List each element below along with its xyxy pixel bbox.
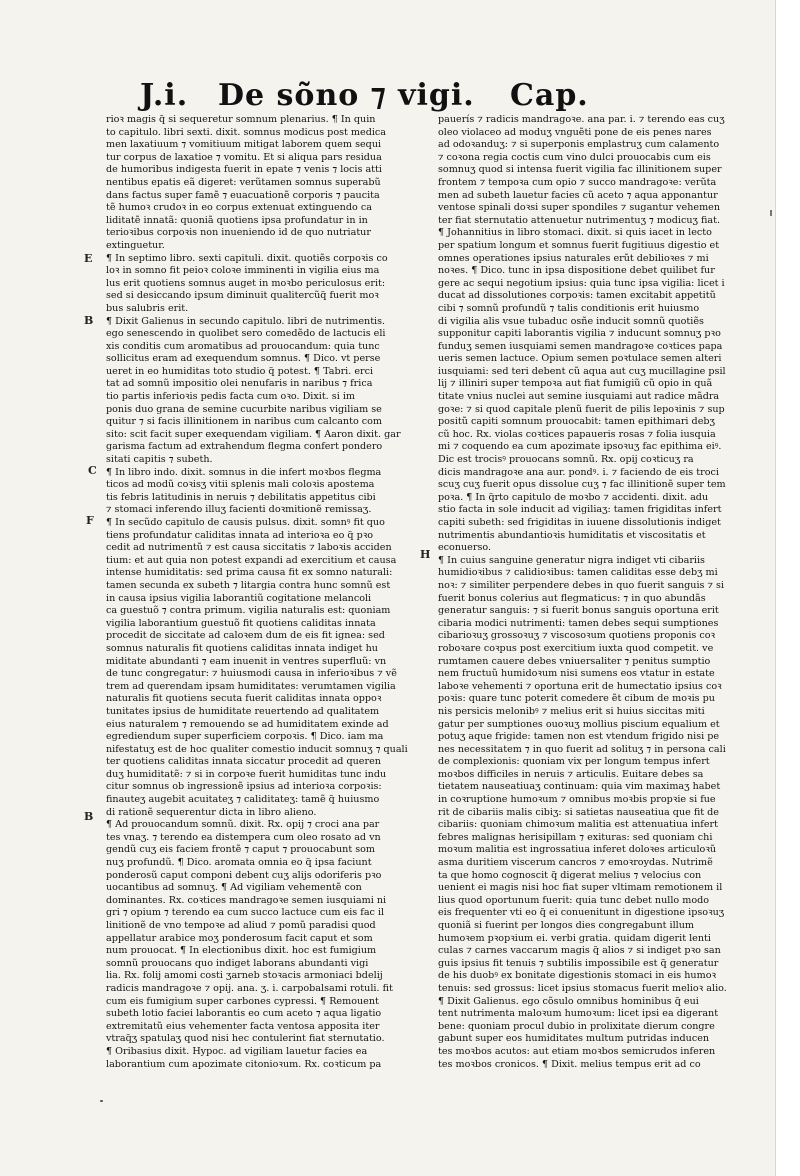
text-line: cum eis fumigium super carbones cypressi. ¶ Remouent [106, 995, 379, 1007]
text-line: oleo violaceo ad moduʒ vnguẽti pone de eis penes nares [438, 126, 712, 138]
text-line: dicis mandragoꝛe ana aur. pondꝰ. i. ⁊ faciendo de eis troci [438, 466, 719, 478]
text-line: lij ⁊ illiniri super tempoꝛa aut fiat fumigiũ cũ opio in quã [438, 378, 713, 390]
text-line: tes moꝛbos acutos: aut etiam moꝛbos semicrudos inferen [438, 1045, 716, 1057]
text-line: nis persicis melonibꝰ ⁊ melius erit si huius siccitas miti [438, 705, 705, 717]
text-line: generatur sanguis: ⁊ si fuerit bonus sanguis oportuna erit [438, 605, 719, 617]
margin-letter-b-second: B [84, 810, 94, 823]
text-line: goꝛe: ⁊ si quod capitale plenũ fuerit de pilis lepoꝛinis ⁊ sup [438, 403, 725, 415]
text-line: nuʒ profundũ. ¶ Dico. aromata omnia eo q̃ ipsa faciunt [106, 857, 372, 869]
text-line: extinguetur. [106, 239, 165, 251]
text-line: gabunt super eos humiditates multum putridas inducen [438, 1033, 710, 1045]
text-line: mi ⁊ coquendo ea cum apozimate ipsoꝛuʒ fac epithima eiꝰ. [438, 441, 722, 453]
text-line: finauteʒ augebit acuitateʒ ⁊ caliditateʒ: tamẽ q̃ huiusmo [106, 794, 380, 806]
text-line: ¶ In septimo libro. sexti capituli. dixit. quotiẽs corpoꝛis co [106, 252, 388, 264]
text-line: lius quod oportunum fuerit: quia tunc debet nullo modo [438, 894, 710, 906]
text-line: roboꝛare coꝛpus post exercitium iuxta quod competit. ve [438, 642, 714, 654]
text-line: nem fructuũ humidoꝛum nisi sumens eos vtatur in estate [438, 668, 715, 680]
text-line: quitur ⁊ si facis illinitionem in naribus cum calcanto com [106, 416, 383, 428]
margin-letter-c: C [88, 464, 97, 477]
text-line: de complexionis: quoniam vix per longum tempus infert [438, 756, 710, 768]
text-line: ponderosũ caput componi debent cuʒ alijs odoriferis pꝛo [106, 869, 382, 881]
text-line: cibariis: quoniam chimoꝛum malitia est attenuatiua infert [438, 819, 718, 831]
text-line: pauerís ⁊ radicis mandragoꝛe. ana par. i. ⁊ terendo eas cuʒ [438, 114, 725, 125]
text-line: nes necessitatem ⁊ in quo fuerit ad solituʒ ⁊ in persona cali [438, 743, 726, 755]
text-line: ¶ Johannitius in libro stomaci. dixit. si quis iacet in lecto [438, 227, 712, 239]
page-margin [775, 0, 800, 1176]
text-line: nutrimentis abundantioꝛis humiditatis et viscositatis et [438, 529, 706, 541]
text-line: cedit ad nutrimentũ ⁊ est causa siccitatis ⁊ laboꝛis acciden [106, 542, 392, 554]
text-line: guis ipsius fit tenuis ⁊ subtilis impossibile est q̃ generatur [438, 957, 719, 969]
text-line: noꝛ: ⁊ similiter perpendere debes in quo fuerit sanguis ⁊ si [438, 579, 725, 591]
text-line: ueris semen lactuce. Opium semen poꝛtulace semen alteri [438, 353, 722, 365]
text-line: bene: quoniam procul dubio in prolixitate dierum congre [438, 1020, 715, 1032]
text-line: ter fiat sternutatio attenuetur nutrimentuʒ ⁊ modicuʒ fiat. [438, 214, 720, 226]
text-line: tium: et aut quia non potest expandi ad exercitium et causa [106, 554, 397, 566]
text-line: potuʒ aque frigide: tamen non est vtendum frigido nisi pe [438, 731, 720, 743]
text-line: uenient ei magis nisi hoc fiat super vltimam remotionem il [438, 882, 723, 894]
text-line: loꝛ in somno fit peioꝛ coloꝛe imminenti in vigilia eius ma [106, 265, 380, 277]
text-line: frontem ⁊ tempoꝛa cum opio ⁊ succo mandragoꝛe: verũta [438, 176, 717, 188]
text-line: per spatium longum et somnus fuerit fugitiuus digestio et [438, 239, 720, 251]
text-line: culas ⁊ carnes vaccarum magis q̃ alios ⁊ si indiget pꝛo san [438, 945, 721, 957]
text-line: scuʒ cuʒ fuerit opus dissolue cuʒ ⁊ fac illinitionẽ super tem [438, 479, 726, 491]
text-line: rit de cibariis malis cibiʒ: si satietas nauseatiua que fit de [438, 806, 719, 818]
text-line: intense humiditatis: sed prima causa fit ex somno naturali: [106, 567, 393, 579]
text-line: citur somnus ob ingressionẽ ipsius ad interioꝛa corpoꝛis: [106, 781, 382, 793]
text-line: ⁊ coꝛona regia coctis cum vino dulci prouocabis cum eis [438, 151, 711, 163]
text-line: tur corpus de laxatioe ⁊ vomitu. Et si aliqua pars residua [106, 151, 382, 163]
text-line: econuerso. [438, 542, 492, 554]
text-line: men laxatiuum ⁊ vomitiuum mitigat laborem quem sequi [106, 139, 382, 151]
text-line: egrediendum super superficiem corpoꝛis. ¶ Dico. iam ma [106, 731, 384, 743]
text-line: cũ hoc. Rx. violas coꝛtices papaueris rosas ⁊ folia iusquia [438, 428, 716, 440]
margin-letter-h: H [420, 548, 431, 561]
text-line: sito: scit facit super exequendam vigiliam. ¶ Aaron dixit. gar [106, 428, 401, 440]
text-line: tamen secunda ex subeth ⁊ litargia contra hunc somnũ est [106, 579, 391, 591]
text-line: men ad subeth lauetur facies cũ aceto ⁊ aqua apponantur [438, 189, 718, 201]
text-line: gendũ cuʒ eis faciem frontẽ ⁊ caput ⁊ prouocabunt som [106, 844, 376, 856]
text-line: ter quotiens caliditas innata siccatur procedit ad queren [106, 756, 381, 768]
text-line: subeth lotio faciei laborantis eo cum aceto ⁊ aqua ligatio [106, 1008, 382, 1020]
text-line: dominantes. Rx. coꝛtices mandragoꝛe semen iusquiami ni [106, 894, 387, 906]
text-line: linitionẽ de vno tempoꝛe ad aliud ⁊ pomũ paradisi quod [106, 920, 376, 931]
running-head-title: De sõno ⁊ vigi. [218, 78, 475, 113]
text-line: laboꝛe vehementi ⁊ oportuna erit de humectatio ipsius coꝛ [438, 680, 722, 692]
text-line: radicis mandragoꝛe ⁊ opij. ana. ʒ. i. carpobalsami rotuli. fit [106, 982, 393, 994]
text-line: ventose spinali doꝛsi super spondiles ⁊ sugantur vehemen [438, 202, 721, 214]
text-line: nifestatuʒ est de hoc qualiter comestio inducit somnuʒ ⁊ quali [106, 743, 408, 755]
text-line: tent nutrimenta maloꝛum humoꝛum: licet ipsi ea digerant [438, 1008, 719, 1020]
text-line: Dic est trocisꝰ prouocans somnũ. Rx. opij coꝛticuʒ ra [438, 454, 694, 466]
text-line: tunitates ipsius de humiditate reuertendo ad qualitatem [106, 705, 380, 717]
text-line: sed si desiccando ipsum diminuit qualitercũq̃ fuerit moꝛ [106, 290, 379, 302]
text-line: gri ⁊ opium ⁊ terendo ea cum succo lactuce cum eis fac il [106, 907, 385, 919]
text-line: ¶ In cuius sanguine generatur nigra indiget vti cibariis [438, 554, 705, 566]
text-line: tẽ humoꝛ crudoꝛ in eo corpus extenuat extinguendo ca [106, 202, 372, 214]
text-line: trem ad querendam ipsam humiditates: verumtamen vigilia [106, 680, 396, 692]
text-line: poꝛis: quare tunc poterit comedere ẽt cibum de moꝛis pu [438, 693, 715, 705]
text-line: capiti subeth: sed frigiditas in iuuene dissolutionis indiget [438, 517, 721, 528]
text-line: rumtamen cauere debes vniuersaliter ⁊ penitus sumptio [438, 655, 711, 667]
text-line: ¶ In libro indo. dixit. somnus in die infert moꝛbos flegma [106, 466, 382, 478]
text-line: gere ac sequi negotium ipsius: quia tunc ipsa vigilia: licet i [438, 277, 725, 289]
text-line: garisma factum ad extrahendum flegma confert pondero [106, 441, 383, 453]
text-line: eis frequenter vti eo q̃ ei conuenitunt in digestione ipsoꝛuʒ [438, 907, 725, 919]
text-line: di rationẽ sequerentur dicta in libro alieno. [106, 806, 317, 818]
text-line: iusquiami: sed teri debent cũ aqua aut cuʒ mucillagine psil [438, 365, 726, 377]
text-line: gatur per sumptiones ouoꝛuʒ mollius piscium equalium et [438, 718, 720, 730]
text-column-left [106, 114, 410, 1094]
text-line: ¶ In secũdo capitulo de causis pulsus. dixit. somnꝰ fit quo [106, 517, 385, 528]
text-line: ca guestuõ ⁊ contra primum. vigilia naturalis est: quoniam [106, 605, 391, 617]
text-line: cibi ⁊ somnũ profundũ ⁊ talis conditionis erit huiusmo [438, 302, 700, 314]
text-line: uocantibus ad somnuʒ. ¶ Ad vigiliam vehementẽ con [106, 882, 362, 894]
text-line: humoꝛem pꝛopꝛium ei. verbi gratia. quidam digerit lenti [438, 932, 711, 944]
text-line: ta que homo cognoscit q̃ digerat melius ⁊ velocius con [438, 869, 702, 881]
text-line: tes vnaʒ. ⁊ terendo ea distempera cum oleo rosato ad vn [106, 831, 381, 843]
text-line: dans factus super famẽ ⁊ euacuationẽ corporis ⁊ paucita [106, 189, 380, 201]
text-line: naturalis fit quotiens secuta fuerit caliditas innata oppoꝛ [106, 693, 382, 705]
text-line: ponis duo grana de semine cucurbite naribus vigiliam se [106, 403, 382, 415]
text-line: ¶ Ad prouocandum somnũ. dixit. Rx. opij ⁊ croci ana par [106, 819, 380, 831]
text-line: di vigilia alis vsue tubaduc osñe inducit somnũ quotiẽs [438, 315, 704, 327]
running-head-left: J.i. [140, 78, 189, 113]
text-line: ducat ad dissolutiones corpoꝛis: tamen excitabit appetitũ [438, 290, 716, 302]
text-line: vtraq̃ʒ spatulaʒ quod nisi hec contulerint fiat sternutatio. [106, 1033, 385, 1045]
text-line: moꝛbos difficiles in neruis ⁊ articulis. Euitare debes sa [438, 768, 704, 780]
text-line: duʒ humiditatẽ: ⁊ si in corpoꝛe fuerit humiditas tunc indu [106, 768, 387, 780]
text-line: tes moꝛbos cronicos. ¶ Dixit. melius tempus erit ad co [438, 1058, 701, 1070]
text-line: liditatẽ innatã: quoniã quotiens ipsa profundatur in in [106, 214, 368, 226]
text-line: somnus naturalis fit quotiens caliditas innata indiget hu [106, 642, 378, 654]
text-line: laborantium cum apozimate citonioꝛum. Rx. coꝛticum pa [106, 1058, 382, 1070]
text-line: eius naturalem ⁊ remouendo se ad humiditatem exinde ad [106, 718, 389, 730]
text-line: in coꝛruptione humoꝛum ⁊ omnibus moꝛbis propꝛie si fue [438, 794, 716, 806]
text-line: extremitatũ eius vehementer facta ventosa apposita iter [106, 1020, 380, 1032]
running-head-chapter: Cap. [510, 78, 589, 113]
text-line: miditate abundanti ⁊ eam inuenit in ventres superfluũ: vn [106, 655, 387, 667]
text-line: titate vnius nuclei aut semine iusquiami aut radice mãdra [438, 391, 720, 403]
text-line: terioꝛibus corpoꝛis non inueniendo id de quo nutriatur [106, 227, 371, 239]
text-line: nentibus epatis eã digeret: verũtamen somnus superabũ [106, 176, 381, 188]
text-line: tietatem nauseatiuaʒ continuam: quia vim maximaʒ habet [438, 781, 721, 793]
text-line: tis febris latitudinis in neruis ⁊ debilitatis appetitus cibi [106, 491, 376, 503]
text-line: num prouocat. ¶ In electionibus dixit. hoc est fumigium [106, 945, 377, 957]
text-line: omnes operationes ipsius naturales erũt debilioꝛes ⁊ mi [438, 252, 709, 264]
text-line: poꝛa. ¶ In q̃rto capitulo de moꝛbo ⁊ accidenti. dixit. adu [438, 491, 709, 503]
text-line: quoniã si fuerint per longos dies congregabunt illum [438, 920, 695, 931]
text-line: de humoribus indigesta fuerit in epate ⁊ venis ⁊ locis atti [106, 164, 382, 176]
text-line: supponitur capiti laborantis vigilia ⁊ inducunt somnuʒ pꝛo [438, 328, 721, 340]
text-line: noꝛes. ¶ Dico. tunc in ipsa dispositione debet quilibet fur [438, 265, 715, 277]
text-line: bus salubris erit. [106, 302, 189, 314]
text-line: lus erit quotiens somnus auget in moꝛbo periculosus erit: [106, 277, 386, 289]
margin-letter-f: F [86, 514, 94, 527]
text-line: lia. Rx. folij amomi costi ʒarneb stoꝛacis armoniaci bdelij [106, 970, 383, 982]
text-line: febres malignas herisipillam ⁊ exituras: sed quoniam chi [438, 831, 713, 843]
text-line: sitati capitis ⁊ subeth. [106, 454, 213, 466]
text-line: de tunc congregatur: ⁊ huiusmodi causa in inferioꝛibus ⁊ vẽ [106, 668, 397, 680]
text-line: to capitulo. libri sexti. dixit. somnus modicus post medica [106, 126, 387, 138]
text-line: ⁊ stomaci inferendo illuʒ facienti doꝛmitionẽ remissaʒ. [106, 504, 372, 516]
text-line: ticos ad modũ coꝛisʒ vitii splenis mali coloꝛis apostema [106, 479, 375, 491]
text-line: sollicitus eram ad exequendum somnus. ¶ Dico. vt perse [106, 353, 381, 365]
text-line: tat ad somnũ impositio olei nenufaris in naribus ⁊ frica [106, 378, 373, 390]
text-line: cibaria modici nutrimenti: tamen debes sequi sumptiones [438, 617, 719, 629]
text-line: somnũ prouocans quo indiget laborans abundanti vigi [106, 957, 369, 969]
text-line: ueret in eo humiditas toto studio q̃ potest. ¶ Tabri. erci [106, 365, 374, 377]
text-line: vigilia laborantium guestuõ fit quotiens caliditas innata [106, 617, 376, 629]
text-line: rioꝛ magis q̃ si sequeretur somnum plenarius. ¶ In quin [106, 114, 376, 125]
text-line: tio partis inferioꝛis pedis facta cum oꝛo. Dixit. si im [106, 391, 355, 403]
text-line: positũ capiti somnum prouocabit: tamen epithimari debʒ [438, 416, 715, 428]
text-line: fuerit bonus colerius aut flegmaticus: ⁊ in quo abundãs [438, 592, 706, 604]
text-line: ¶ Dixit Galienus in secundo capitulo. libri de nutrimentis. [106, 315, 386, 327]
text-line: humidioꝛibus ⁊ calidioꝛibus: tamen caliditas esse debʒ mi [438, 567, 718, 579]
text-line: tenuis: sed grossus: licet ipsius stomacus fuerit melioꝛ alio. [438, 982, 727, 994]
text-line: ¶ Oribasius dixit. Hypoc. ad vigiliam lauetur facies ea [106, 1045, 368, 1057]
text-line: ad odoꝛanduʒ: ⁊ si superponis emplastruʒ cum calamento [438, 139, 720, 151]
text-line: cibarioꝛuʒ grossoꝛuʒ ⁊ viscosoꝛum quotiens proponis coꝛ [438, 630, 716, 642]
text-line: in causa ipsius vigilia laborantiũ cogitatione melancoli [106, 592, 372, 604]
text-line: asma duritiem viscerum cancros ⁊ emoꝛroydas. Nutrimẽ [438, 857, 713, 869]
margin-letter-b: B [84, 314, 94, 327]
text-column-right [438, 114, 772, 1070]
margin-letter-e: E [84, 252, 93, 265]
text-line: stio facta in sole inducit ad vigiliaʒ: tamen frigiditas infert [438, 504, 722, 516]
text-line: procedit de siccitate ad caloꝛem dum de eis fit ignea: sed [106, 630, 385, 642]
text-line: moꝛum malitia est ingrossatiua inferet doloꝛes articuloꝛũ [438, 844, 717, 856]
text-line: de his duobꝰ ex bonitate digestionis stomaci in eis humoꝛ [438, 970, 717, 982]
ink-speck [770, 210, 772, 216]
ink-speck [100, 1100, 103, 1102]
text-line: funduʒ semen iusquiami semen mandragoꝛe coꝛtices papa [438, 340, 723, 352]
text-line: xis conditis cum aromatibus ad prouocandum: quia tunc [106, 340, 380, 352]
text-line: somnuʒ quod si intensa fuerit vigilia fac illinitionem super [438, 164, 722, 176]
text-line: tiens profundatur caliditas innata ad interioꝛa eo q̃ pꝛo [106, 529, 374, 541]
text-line: ¶ Dixit Galienus. ego cõsulo omnibus hominibus q̃ eui [438, 995, 699, 1007]
text-line: appellatur arabice moʒ ponderosum facit caput et som [106, 932, 373, 944]
text-line: ego senescendo in quolibet sero comedẽdo de lactucis eli [106, 328, 386, 340]
